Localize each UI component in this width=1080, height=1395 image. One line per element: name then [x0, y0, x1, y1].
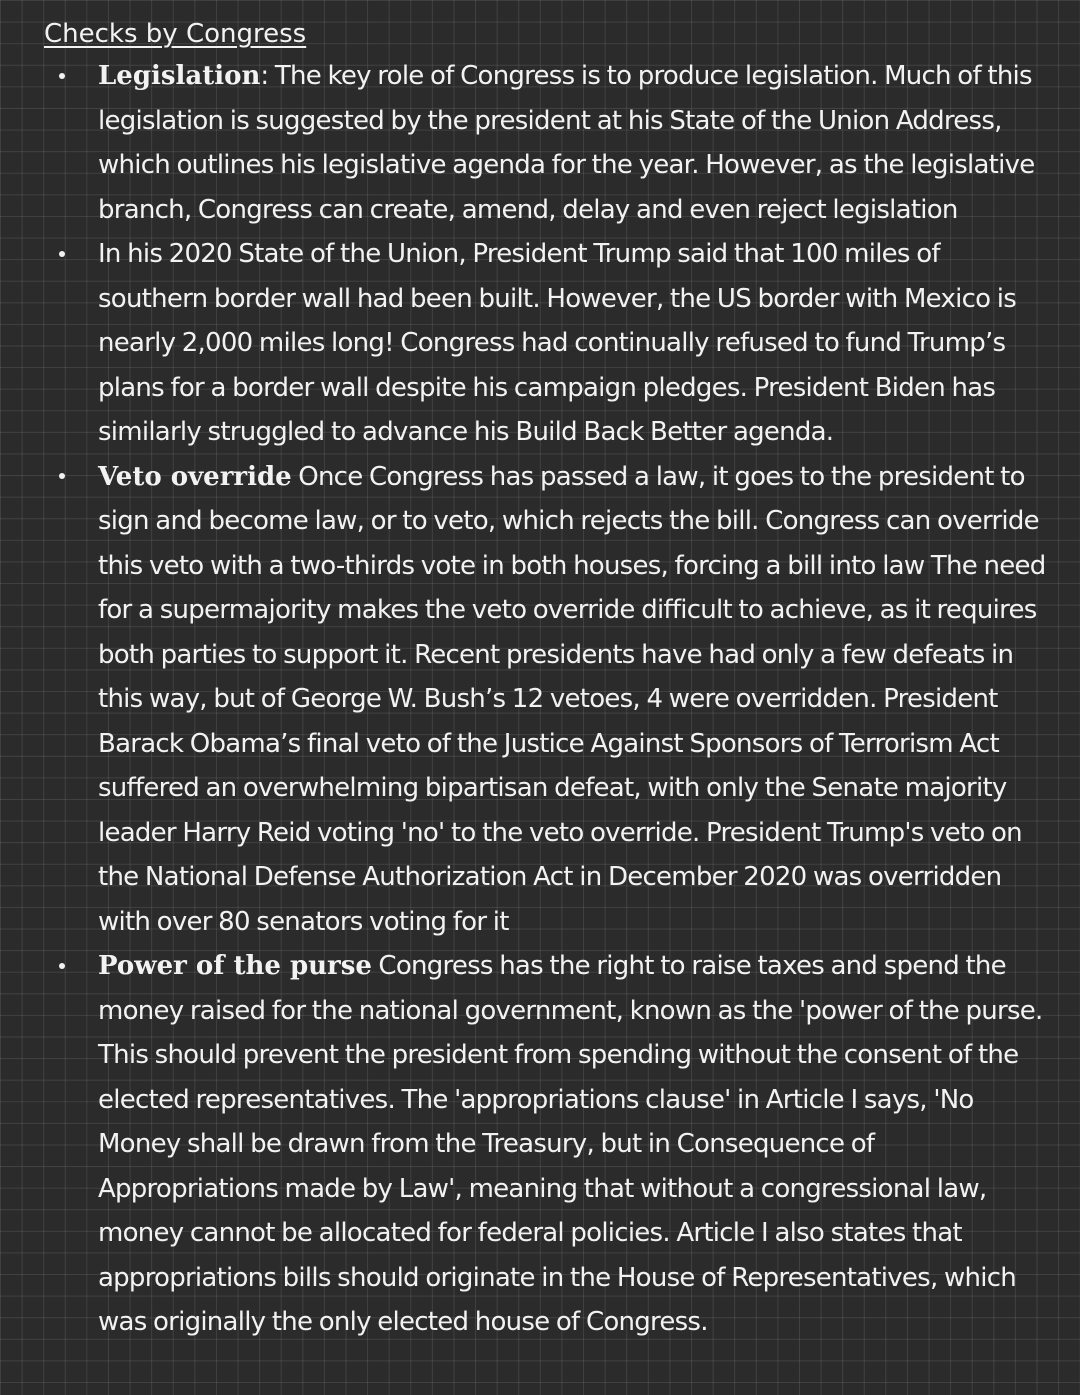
list-item-border-wall — [0, 232, 1080, 455]
bullet-icon — [52, 232, 72, 276]
item-text: In his 2020 State of the Union, President Trump said that 100 miles of southern border wall had been built. However, the US border with Mexico is nearly 2,000 miles long! Congress had continually refused to fund Trump’s plans for a border wall despite his campaign pledges. President Biden has similarly struggled to advance his Build Back Better agenda. — [98, 239, 1017, 447]
bullet-icon — [52, 54, 72, 98]
item-label: Legislation — [98, 61, 261, 91]
item-text: : The key role of Congress is to produce legislation. Much of this legislation is suggested by the president at his State of the Union Address, which outlines his legislative agenda for the year. However, as the legislative branch, Congress can create, amend, delay and even reject legislation — [98, 61, 1035, 225]
bullet-icon — [52, 455, 72, 499]
list-item-power-of-the-purse — [0, 944, 1080, 1345]
item-label: Power of the purse — [98, 951, 372, 981]
bullet-icon — [52, 944, 72, 988]
item-text: Once Congress has passed a law, it goes to the president to sign and become law, or to veto, which rejects the bill. Congress can override this veto with a two-thirds vote in both houses, forcing a bill into law The need for a supermajority makes the veto override difficult to achieve, as it requires both parties to support it. Recent presidents have had only a few defeats in this way, but of George W. Bush’s 12 vetoes, 4 were overridden. President Barack Obama’s final veto of the Justice Against Sponsors of Terrorism Act suffered an overwhelming bipartisan defeat, with only the Senate majority leader Harry Reid voting 'no' to the veto override. President Trump's veto on the National Defense Authorization Act in December 2020 was overridden with over 80 senators voting for it — [98, 461, 1046, 937]
page-title: Checks by Congress — [44, 19, 307, 49]
bullet-list — [0, 54, 1080, 1345]
item-text: Congress has the right to raise taxes and spend the money raised for the national government, known as the 'power of the purse. This should prevent the president from spending without the consent of the elected representatives. The 'appropriations clause' in Article I says, 'No Money shall be drawn from the Treasury, but in Consequence of Appropriations made by Law', meaning that without a congressional law, money cannot be allocated for federal policies. Article I also states that appropriations bills should originate in the House of Representatives, which was originally the only elected house of Congress. — [98, 951, 1043, 1337]
list-item-veto-override — [0, 455, 1080, 945]
list-item-legislation — [0, 54, 1080, 232]
item-label: Veto override — [98, 461, 292, 492]
